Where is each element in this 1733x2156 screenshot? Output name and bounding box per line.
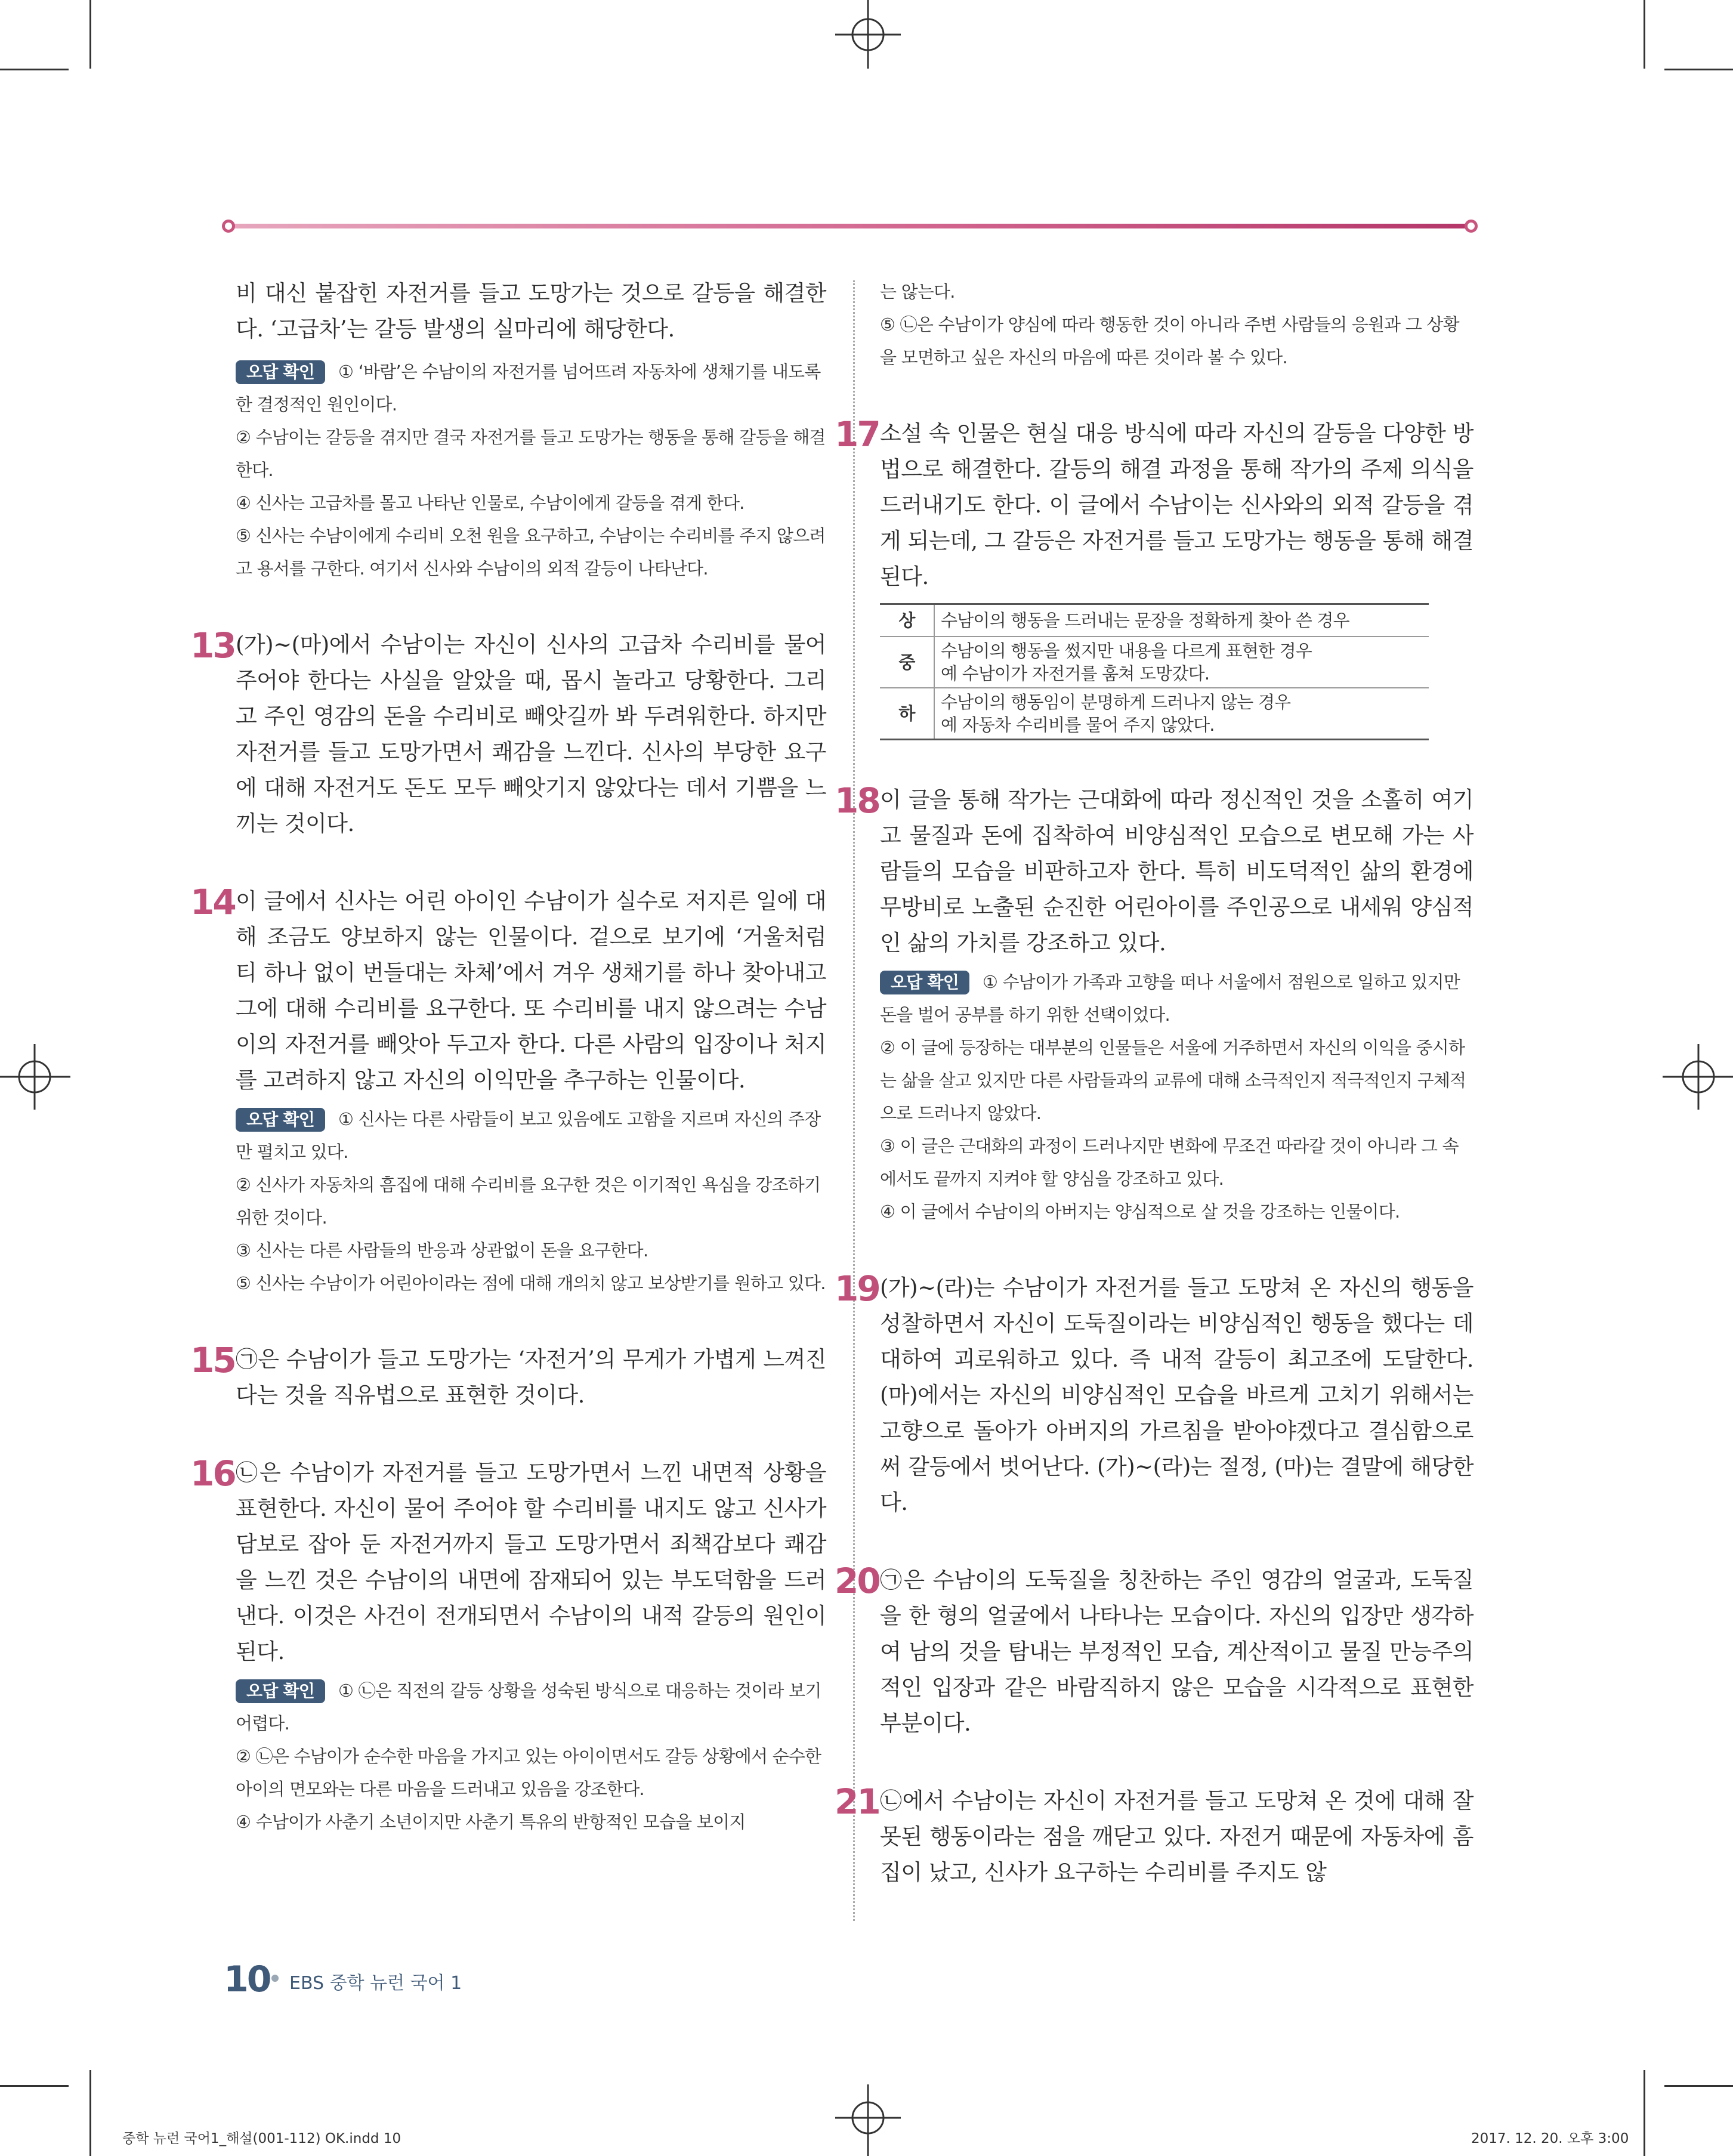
wrong-check-line: [236, 356, 826, 421]
crop-mark: [89, 2070, 91, 2156]
grade-example-line: 예 수남이가 자전거를 훔쳐 도망갔다.: [941, 663, 1210, 684]
grading-table: [880, 603, 1429, 740]
grading-row: [880, 637, 1429, 688]
question-17: [835, 416, 1473, 595]
spacer: [236, 1413, 826, 1455]
wrong-check-text: ⑤ 신사는 수남이에게 수리비 오천 원을 요구하고, 수남이는 수리비를 주지 않으려고 용서를 구한다. 여기서 신사와 수남이의 외적 갈등이 나타난다.: [236, 526, 826, 579]
question-18: [835, 782, 1473, 961]
crop-mark: [1644, 2070, 1645, 2156]
wrong-check-badge: 오답 확인: [236, 1679, 325, 1703]
question-number: 20: [835, 1561, 879, 1601]
grade-criteria: [934, 637, 1429, 688]
crop-mark: [1664, 69, 1733, 70]
registration-mark-top: [835, 0, 901, 72]
wrong-check-line: [236, 1675, 826, 1740]
spacer: [880, 374, 1473, 416]
book-title: EBS 중학 뉴런 국어 1: [289, 1973, 462, 1994]
question-number: 18: [835, 780, 879, 821]
wrong-check-badge: 오답 확인: [880, 971, 969, 994]
crop-mark: [1664, 2085, 1733, 2087]
wrong-check-text: ② 수남이는 갈등을 겪지만 결국 자전거를 들고 도망가는 행동을 통해 갈등을 해결한다.: [236, 427, 826, 480]
spacer: [880, 1228, 1473, 1270]
question-20: [835, 1562, 1473, 1741]
crop-mark: [1644, 0, 1645, 69]
question-number: 21: [835, 1781, 879, 1822]
wrong-check-line: [236, 1103, 826, 1169]
grade-criteria-line: 수남이의 행동을 썼지만 내용을 다르게 표현한 경우: [941, 641, 1312, 661]
wrong-check-text: ② ㉡은 수남이가 순수한 마음을 가지고 있는 아이이면서도 갈등 상황에서 순수한 아이의 면모와는 다른 마음을 드러내고 있음을 강조한다.: [236, 1746, 821, 1799]
question-16: [190, 1455, 826, 1670]
continued-text: 는 않는다.: [880, 282, 955, 302]
print-slug-date: 2017. 12. 20. 오후 3:00: [1471, 2131, 1629, 2146]
spacer: [880, 1521, 1473, 1562]
grading-row: [880, 688, 1429, 740]
wrong-check-text: ① 신사는 다른 사람들이 보고 있음에도 고함을 지르며 자신의 주장만 펼치고 있다.: [236, 1109, 821, 1162]
wrong-check-text: ④ 이 글에서 수남이의 아버지는 양심적으로 살 것을 강조하는 인물이다.: [880, 1201, 1400, 1222]
continued-text: ⑤ ㉡은 수남이가 양심에 따라 행동한 것이 아니라 주변 사람들의 응원과 그 상황을 모면하고 싶은 자신의 마음에 따른 것이라 볼 수 있다.: [880, 314, 1459, 367]
question-14: [190, 884, 826, 1098]
header-rule: [222, 220, 1478, 233]
left-column: [190, 276, 826, 1839]
wrong-check-text: ③ 이 글은 근대화의 과정이 드러나지만 변화에 무조건 따라갈 것이 아니라 그 속에서도 끝까지 지켜야 할 양심을 강조하고 있다.: [880, 1136, 1459, 1189]
header-rule-bar: [231, 224, 1468, 228]
question-number: 14: [190, 882, 235, 922]
question-answer: 이 글을 통해 작가는 근대화에 따라 정신적인 것을 소홀히 여기고 물질과 돈에 집착하여 비양심적인 모습으로 변모해 가는 사람들의 모습을 비판하고자 한다. 특히 비도덕적인 삶의 환경에 무방비로 노출된 순진한 어린아이를 주인공으로 내세워 양심적인 삶의 가치를 강조하고 있다.: [880, 787, 1473, 956]
question-answer: ㉡에서 수남이는 자신이 자전거를 들고 도망쳐 온 것에 대해 잘못된 행동이라는 점을 깨닫고 있다. 자전거 때문에 자동차에 흠집이 났고, 신사가 요구하는 수리비를 주지도 않: [880, 1788, 1473, 1885]
question-13: [190, 627, 826, 842]
grade-level: 중: [880, 637, 934, 688]
grade-criteria: [934, 688, 1429, 740]
print-slug-file: 중학 뉴런 국어1_해설(001-112) OK.indd 10: [122, 2131, 401, 2146]
spacer: [880, 1741, 1473, 1783]
question-number: 19: [835, 1268, 879, 1309]
wrong-check-text: ④ 신사는 고급차를 몰고 나타난 인물로, 수남이에게 갈등을 겪게 한다.: [236, 493, 745, 513]
page-number: 10: [224, 1959, 270, 2000]
right-column: [835, 276, 1473, 1891]
question-answer: 이 글에서 신사는 어린 아이인 수남이가 실수로 저지른 일에 대해 조금도 양보하지 않는 인물이다. 겉으로 보기에 ‘거울처럼 티 하나 없이 번들대는 차체’에서 겨우 생채기를 하나 찾아내고 그에 대해 수리비를 요구한다. 또 수리비를 내지 않으려는 수남이의 자전거를 빼앗아 두고자 한다. 다른 사람의 입장이나 처지를 고려하지 않고 자신의 이익만을 추구하는 인물이다.: [236, 888, 826, 1093]
question-answer: 소설 속 인물은 현실 대응 방식에 따라 자신의 갈등을 다양한 방법으로 해결한다. 갈등의 해결 과정을 통해 작가의 주제 의식을 드러내기도 한다. 이 글에서 수남이는 신사와의 외적 갈등을 겪게 되는데, 그 갈등은 자전거를 들고 도망가는 행동을 통해 해결된다.: [880, 421, 1473, 589]
bullet-dot-icon: [271, 1975, 279, 1982]
grading-row: [880, 604, 1429, 637]
question-answer: ㉠은 수남이의 도둑질을 칭찬하는 주인 영감의 얼굴과, 도둑질을 한 형의 얼굴에서 나타나는 모습이다. 자신의 입장만 생각하여 남의 것을 탐내는 부정적인 모습, 계산적이고 물질 만능주의적인 입장과 같은 바람직하지 않은 모습을 시각적으로 표현한 부분이다.: [880, 1567, 1473, 1736]
grade-level: 상: [880, 604, 934, 637]
registration-mark-bottom: [835, 2084, 901, 2156]
header-rule-right-cap: [1465, 220, 1478, 233]
question-answer: (가)~(라)는 수남이가 자전거를 들고 도망쳐 온 자신의 행동을 성찰하면서 자신이 도둑질이라는 비양심적인 행동을 했다는 데 대하여 괴로워하고 있다. 즉 내적 갈등이 최고조에 도달한다. (마)에서는 자신의 비양심적인 모습을 바르게 고치기 위해서는 고향으로 돌아가 아버지의 가르침을 받아야겠다고 결심함으로써 갈등에서 벗어난다. (가)~(라)는 절정, (마)는 결말에 해당한다.: [880, 1275, 1473, 1515]
question-19: [835, 1270, 1473, 1521]
wrong-check-text: ① ㉡은 직전의 갈등 상황을 성숙된 방식으로 대응하는 것이라 보기 어렵다.: [236, 1681, 821, 1734]
wrong-check-text: ① ‘바람’은 수남이의 자전거를 넘어뜨려 자동차에 생채기를 내도록 한 결정적인 원인이다.: [236, 362, 821, 415]
question-number: 13: [190, 625, 235, 666]
spacer: [236, 842, 826, 884]
question-21: [835, 1783, 1473, 1891]
question-answer: ㉠은 수남이가 들고 도망가는 ‘자전거’의 무게가 가볍게 느껴진다는 것을 직유법으로 표현한 것이다.: [236, 1346, 826, 1408]
wrong-check-text: ② 신사가 자동차의 흠집에 대해 수리비를 요구한 것은 이기적인 욕심을 강조하기 위한 것이다.: [236, 1175, 821, 1228]
spacer: [236, 1300, 826, 1342]
registration-mark-right: [1661, 1044, 1733, 1110]
wrong-check-text: ① 수남이가 가족과 고향을 떠나 서울에서 점원으로 일하고 있지만 돈을 벌어 공부를 하기 위한 선택이었다.: [880, 972, 1460, 1025]
grade-criteria-line: 수남이의 행동임이 분명하게 드러나지 않는 경우: [941, 692, 1291, 712]
spacer: [880, 740, 1473, 782]
spacer: [236, 585, 826, 627]
crop-mark: [89, 0, 91, 69]
registration-mark-left: [0, 1044, 72, 1110]
question-answer: (가)~(마)에서 수남이는 자신이 신사의 고급차 수리비를 물어 주어야 한다는 사실을 알았을 때, 몹시 놀라고 당황한다. 그리고 주인 영감의 돈을 수리비로 빼앗길까 봐 두려워한다. 하지만 자전거를 들고 도망가면서 쾌감을 느낀다. 신사의 부당한 요구에 대해 자전거도 돈도 모두 빼앗기지 않았다는 데서 기쁨을 느끼는 것이다.: [236, 632, 826, 836]
wrong-check-text: ⑤ 신사는 수남이가 어린아이라는 점에 대해 개의치 않고 보상받기를 원하고 있다.: [236, 1273, 826, 1293]
wrong-check-text: ④ 수남이가 사춘기 소년이지만 사춘기 특유의 반항적인 모습을 보이지: [236, 1812, 746, 1832]
wrong-check-text: ② 이 글에 등장하는 대부분의 인물들은 서울에 거주하면서 자신의 이익을 중시하는 삶을 살고 있지만 다른 사람들과의 교류에 대해 소극적인지 적극적인지 구체적으로 드러나지 않았다.: [880, 1037, 1466, 1123]
grade-criteria: 수남이의 행동을 드러내는 문장을 정확하게 찾아 쓴 경우: [934, 604, 1429, 637]
question-number: 17: [835, 414, 879, 455]
grade-level: 하: [880, 688, 934, 740]
crop-mark: [0, 69, 69, 70]
wrong-check-text: ③ 신사는 다른 사람들의 반응과 상관없이 돈을 요구한다.: [236, 1240, 648, 1261]
header-rule-left-cap: [222, 220, 235, 233]
question-15: [190, 1342, 826, 1413]
wrong-check-line: [880, 966, 1473, 1031]
intro-paragraph: 비 대신 붙잡힌 자전거를 들고 도망가는 것으로 갈등을 해결한다. ‘고급차’는 갈등 발생의 실마리에 해당한다.: [236, 280, 826, 342]
grade-example-line: 예 자동차 수리비를 물어 주지 않았다.: [941, 715, 1215, 735]
wrong-check-badge: 오답 확인: [236, 1108, 325, 1132]
crop-mark: [0, 2085, 69, 2087]
wrong-check-badge: 오답 확인: [236, 360, 325, 384]
question-number: 15: [190, 1340, 235, 1380]
question-answer: ㉡은 수남이가 자전거를 들고 도망가면서 느낀 내면적 상황을 표현한다. 자신이 물어 주어야 할 수리비를 내지도 않고 신사가 담보로 잡아 둔 자전거까지 들고 도망가면서 죄책감보다 쾌감을 느낀 것은 수남이의 내면에 잠재되어 있는 부도덕함을 드러낸다. 이것은 사건이 전개되면서 수남이의 내적 갈등의 원인이 된다.: [236, 1460, 826, 1664]
question-number: 16: [190, 1453, 235, 1494]
